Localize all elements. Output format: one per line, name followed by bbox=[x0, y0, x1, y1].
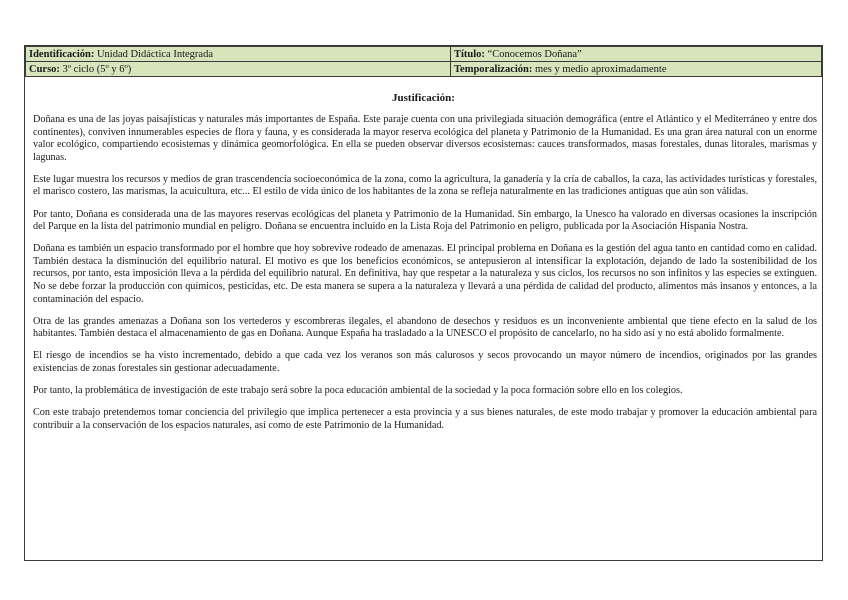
titulo-value: “Conocemos Doñana” bbox=[487, 48, 582, 60]
temporalizacion-label: Temporalización: bbox=[454, 63, 533, 75]
header-table bbox=[25, 46, 822, 77]
titulo-cell bbox=[451, 47, 822, 62]
identificacion-value: Unidad Didáctica Integrada bbox=[96, 48, 213, 60]
titulo-label: Título: bbox=[454, 48, 485, 60]
paragraph: Doñana es también un espacio transformado por el hombre que hoy sobrevive rodeado de amenazas. El principal problema en Doñana es la gestión del agua tanto en cantidad como en calidad. También destaca la disminución del equilibrio natural. El motivo es que los beneficios económicos, se antepusieron al intensificar la explotación, dejando de lado la sostenibilidad de los recursos, por tanto, esta imposición lleva a la pérdida del equilibrio natural. En definitiva, hay que respetar a la naturaleza y sus ciclos, los recursos no son infinitos y las especies se extinguen. No se debe forzar la producción con químicos, pesticidas, etc. De esta manera se supera a la naturaleza y llevará a una pérdida de calidad del producto, alimentos más insanos y entonces, a la contaminación del espacio. bbox=[33, 243, 817, 305]
header-row-2 bbox=[26, 62, 822, 77]
curso-cell bbox=[26, 62, 451, 77]
paragraph: Este lugar muestra los recursos y medios de gran trascendencia socioeconómica de la zona, como la agricultura, la ganadería y la cría de caballos, la caza, las actividades turísticas y forestales, el marisco costero, las marismas, la acuicultura, etc... El estilo de vida único de los habitantes de la zona se refleja naturalmente en las tradiciones antiguas que aún son válidas. bbox=[33, 173, 817, 198]
section-title: Justificación: bbox=[392, 92, 455, 104]
document-frame bbox=[24, 45, 823, 561]
paragraph: Por tanto, la problemática de investigación de este trabajo será sobre la poca educación ambiental de la sociedad y la poca formación sobre ello en los colegios. bbox=[33, 385, 683, 397]
header-row-1 bbox=[26, 47, 822, 62]
temporalizacion-value: mes y medio aproximadamente bbox=[534, 63, 667, 75]
justification-body bbox=[33, 114, 817, 442]
curso-label: Curso: bbox=[29, 63, 60, 75]
paragraph: Otra de las grandes amenazas a Doñana son los vertederos y escombreras ilegales, el abandono de desechos y residuos es un inconveniente ambiental que tiene efecto en la salud de los habitantes. También destaca el almacenamiento de gas en Doñana. Aunque España ha trasladado a la UNESCO el propósito de cancelarlo, no ha sido así y no está abolido formalmente. bbox=[33, 315, 817, 340]
temporalizacion-cell bbox=[451, 62, 822, 77]
curso-value: 3º ciclo (5º y 6º) bbox=[62, 63, 132, 75]
paragraph: Doñana es una de las joyas paisajísticas y naturales más importantes de España. Este paraje cuenta con una privilegiada situación demográfica (entre el Atlántico y el Mediterráneo y entre dos continentes), conviven innumerables especies de flora y fauna, y es considerada la mayor reserva ecológica del planeta y Patrimonio de la Humanidad. Es una gran área natural con un enorme valor ecológico, compartiendo ecosistemas y dinámica geomorfológica. En ella se pueden observar diversos ecosistemas: cauces transformados, masas forestales, dunas litorales, marismas y lagunas. bbox=[33, 114, 817, 163]
paragraph: El riesgo de incendios se ha visto incrementado, debido a que cada vez los veranos son más calurosos y secos provocando un mayor número de incendios, originados por las grandes existencias de zonas forestales sin gestionar adecuadamente. bbox=[33, 350, 817, 374]
identificacion-label: Identificación: bbox=[29, 48, 95, 60]
identificacion-cell bbox=[26, 47, 451, 62]
paragraph: Por tanto, Doñana es considerada una de las mayores reservas ecológicas del planeta y Patrimonio de la Humanidad. Sin embargo, la Unesco ha valorado en diversas ocasiones la inscripción del Parque en la lista del patrimonio mundial en peligro. Doñana se encuentra incluido en la Lista Roja del Patrimonio en peligro, publicada por la Asociación Hispania Nostra. bbox=[33, 208, 817, 233]
paragraph: Con este trabajo pretendemos tomar conciencia del privilegio que implica pertenecer a esta provincia y a sus bienes naturales, de este modo trabajar y promover la educación ambiental para contribuir a la conservación de los espacios naturales, así como de este Patrimonio de la Humanidad. bbox=[33, 407, 817, 431]
